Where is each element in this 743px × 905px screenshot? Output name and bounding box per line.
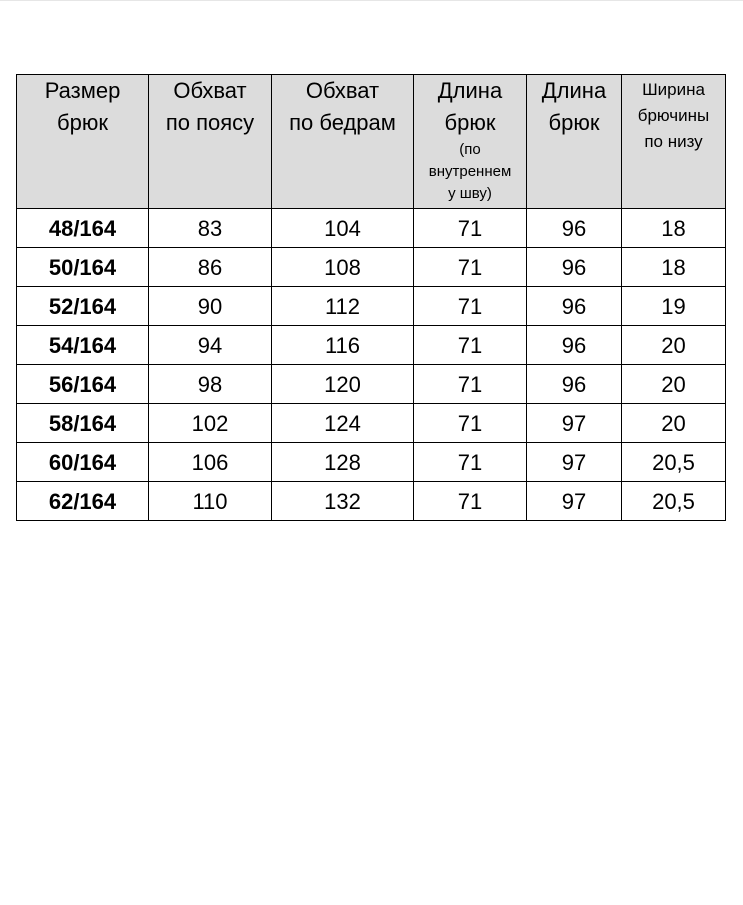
bottom-width-cell: 18 [622,248,726,287]
header-length-line2: брюк [548,110,600,135]
size-cell: 60/164 [17,443,149,482]
length-cell: 97 [527,443,622,482]
length-cell: 96 [527,248,622,287]
hips-cell: 128 [272,443,414,482]
hips-cell: 132 [272,482,414,521]
table-row [17,404,726,443]
length-cell: 96 [527,287,622,326]
header-length-line1: Длина [541,78,607,103]
table-body [17,209,726,521]
hips-cell: 116 [272,326,414,365]
header-bottom-width-line1: Ширина [642,80,705,99]
waist-cell: 86 [149,248,272,287]
bottom-width-cell: 20,5 [622,482,726,521]
header-inner-length-note3: у шву) [448,185,492,202]
inner-length-cell: 71 [414,404,527,443]
size-cell: 48/164 [17,209,149,248]
table-row [17,326,726,365]
bottom-width-cell: 20,5 [622,443,726,482]
waist-cell: 98 [149,365,272,404]
size-table [16,74,726,521]
header-size-line2: брюк [57,110,108,135]
header-size-line1: Размер [44,78,121,103]
inner-length-cell: 71 [414,326,527,365]
header-hips-line1: Обхват [305,78,380,103]
bottom-width-cell: 20 [622,365,726,404]
waist-cell: 94 [149,326,272,365]
size-cell: 50/164 [17,248,149,287]
length-cell: 97 [527,404,622,443]
header-inner-length-line1: Длина [437,78,503,103]
length-cell: 96 [527,209,622,248]
top-divider [0,0,743,1]
waist-cell: 102 [149,404,272,443]
header-waist-line2: по поясу [165,110,255,135]
hips-cell: 108 [272,248,414,287]
hips-cell: 112 [272,287,414,326]
header-hips [272,75,414,209]
header-length [527,75,622,209]
size-cell: 52/164 [17,287,149,326]
waist-cell: 90 [149,287,272,326]
waist-cell: 106 [149,443,272,482]
header-bottom-width-line3: по низу [644,132,703,151]
size-cell: 54/164 [17,326,149,365]
length-cell: 96 [527,365,622,404]
header-row [17,75,726,209]
header-inner-length-line2: брюк [444,110,496,135]
header-hips-line2: по бедрам [289,110,396,135]
length-cell: 97 [527,482,622,521]
hips-cell: 104 [272,209,414,248]
inner-length-cell: 71 [414,248,527,287]
hips-cell: 120 [272,365,414,404]
inner-length-cell: 71 [414,365,527,404]
waist-cell: 110 [149,482,272,521]
hips-cell: 124 [272,404,414,443]
header-inner-length [414,75,527,209]
bottom-width-cell: 20 [622,326,726,365]
table-row [17,443,726,482]
inner-length-cell: 71 [414,209,527,248]
size-cell: 56/164 [17,365,149,404]
bottom-width-cell: 18 [622,209,726,248]
header-inner-length-note2: внутреннем [428,163,512,180]
header-bottom-width-line2: брючины [637,106,710,125]
size-cell: 62/164 [17,482,149,521]
inner-length-cell: 71 [414,443,527,482]
inner-length-cell: 71 [414,287,527,326]
table-row [17,365,726,404]
header-size [17,75,149,209]
length-cell: 96 [527,326,622,365]
header-bottom-width [622,75,726,209]
bottom-width-cell: 20 [622,404,726,443]
inner-length-cell: 71 [414,482,527,521]
waist-cell: 83 [149,209,272,248]
header-waist-line1: Обхват [173,78,247,103]
table-row [17,209,726,248]
header-inner-length-note1: (по [459,141,481,158]
table-row [17,287,726,326]
table-header [17,75,726,209]
bottom-width-cell: 19 [622,287,726,326]
table-row [17,482,726,521]
size-cell: 58/164 [17,404,149,443]
header-waist [149,75,272,209]
table-row [17,248,726,287]
